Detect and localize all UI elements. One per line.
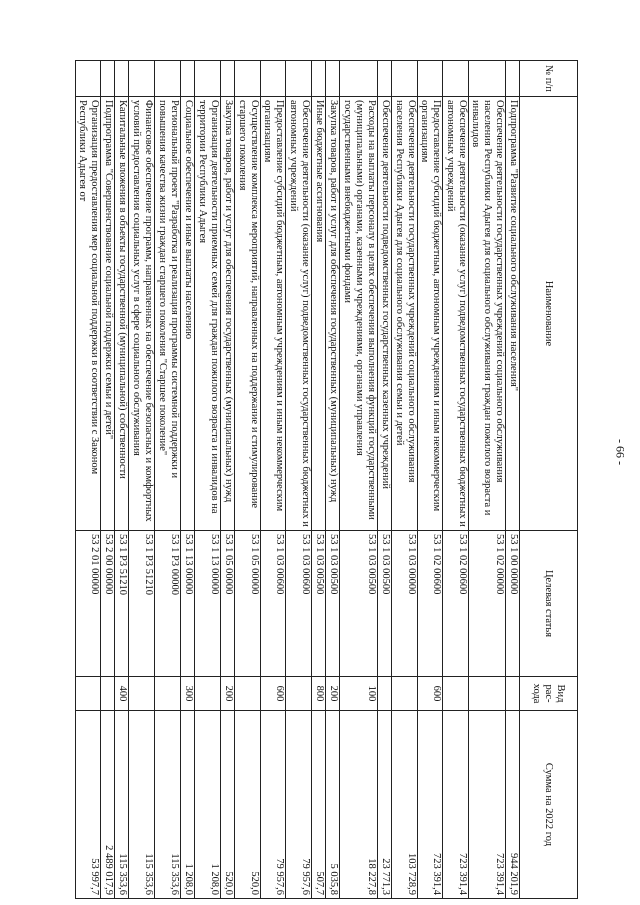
row-name: Подпрограмма "Совершенствование социальной поддержки семьи и детей"	[101, 97, 115, 531]
row-expense-type	[101, 677, 115, 711]
table-row	[469, 61, 506, 899]
table-row	[340, 61, 378, 899]
row-sum: 520,0	[235, 711, 261, 899]
budget-table	[75, 60, 578, 899]
rotated-table-container	[77, 60, 578, 898]
row-name: Обеспечение деятельности (оказание услуг) подведомственных государственных бюджетных и автономных учреждений	[443, 97, 469, 531]
row-sum: 507,7	[312, 711, 326, 899]
table-row	[221, 61, 235, 899]
table-row	[195, 61, 221, 899]
page-number: - 66 -	[613, 439, 628, 465]
table-row	[312, 61, 326, 899]
row-number	[418, 61, 443, 97]
row-name: Социальное обеспечение и иные выплаты населению	[181, 97, 195, 531]
row-sum: 723 391,4	[469, 711, 506, 899]
row-number	[326, 61, 340, 97]
row-name: Подпрограмма "Развитие социального обслуживания населения"	[506, 97, 520, 531]
table-header-row	[520, 61, 578, 899]
row-sum: 944 201,9	[506, 711, 520, 899]
row-target-article: 53 1 02 00000	[469, 531, 506, 677]
table-row	[326, 61, 340, 899]
row-name: Финансовое обеспечение программ, направленных на обеспечение безопасных и комфортных условий предоставления социальных услуг в сфере социального обслуживания	[129, 97, 155, 531]
row-number	[235, 61, 261, 97]
row-name: Капитальные вложения в объекты государственной (муниципальной) собственности	[115, 97, 129, 531]
row-target-article: 53 1 02 00600	[443, 531, 469, 677]
row-sum: 79 957,6	[261, 711, 286, 899]
row-name: Обеспечение деятельности государственных учреждений социального обслуживания населения Республики Адыгея для социального обслуживания граждан пожилого возраста и инвалидов	[469, 97, 506, 531]
row-sum: 115 353,6	[129, 711, 155, 899]
row-sum: 79 957,6	[286, 711, 312, 899]
row-name: Расходы на выплаты персоналу в целях обеспечения выполнения функций государственными (муниципальными) органами, казенными учреждениями, органами управления государственными внебюджетными фондами	[340, 97, 378, 531]
row-number	[392, 61, 418, 97]
row-sum: 520,0	[221, 711, 235, 899]
row-number	[286, 61, 312, 97]
row-target-article: 53 1 P3 00000	[155, 531, 181, 677]
row-number	[506, 61, 520, 97]
row-target-article: 53 1 03 00500	[312, 531, 326, 677]
row-number	[115, 61, 129, 97]
table-row	[235, 61, 261, 899]
row-number	[443, 61, 469, 97]
row-sum: 23 771,3	[378, 711, 392, 899]
row-target-article: 53 2 00 00000	[101, 531, 115, 677]
row-target-article: 53 1 05 00000	[221, 531, 235, 677]
row-sum: 53 997,7	[76, 711, 101, 899]
row-sum: 723 391,4	[418, 711, 443, 899]
row-target-article: 53 1 05 00000	[235, 531, 261, 677]
table-row	[378, 61, 392, 899]
row-number	[195, 61, 221, 97]
row-expense-type: 300	[181, 677, 195, 711]
row-target-article: 53 1 P3 51210	[129, 531, 155, 677]
row-expense-type	[129, 677, 155, 711]
row-expense-type: 400	[115, 677, 129, 711]
row-number	[181, 61, 195, 97]
row-number	[101, 61, 115, 97]
row-name: Обеспечение деятельности (оказание услуг) подведомственных государственных бюджетных и автономных учреждений	[286, 97, 312, 531]
row-number	[155, 61, 181, 97]
row-sum: 115 353,6	[155, 711, 181, 899]
row-expense-type	[235, 677, 261, 711]
row-target-article: 53 1 03 00000	[392, 531, 418, 677]
row-expense-type	[469, 677, 506, 711]
table-row	[506, 61, 520, 899]
row-name: Закупка товаров, работ и услуг для обеспечения государственных (муниципальных) нужд	[221, 97, 235, 531]
header-name: Наименование	[520, 97, 578, 531]
row-target-article: 53 1 02 00600	[418, 531, 443, 677]
row-number	[261, 61, 286, 97]
row-number	[340, 61, 378, 97]
table-row	[286, 61, 312, 899]
row-sum: 5 035,8	[326, 711, 340, 899]
row-name: Предоставление субсидий бюджетным, автономным учреждениям и иным некоммерческим организациям	[261, 97, 286, 531]
table-row	[155, 61, 181, 899]
row-number	[312, 61, 326, 97]
row-name: Иные бюджетные ассигнования	[312, 97, 326, 531]
row-target-article: 53 1 13 00000	[181, 531, 195, 677]
row-expense-type	[286, 677, 312, 711]
row-sum: 2 489 017,9	[101, 711, 115, 899]
row-target-article: 53 1 03 00600	[261, 531, 286, 677]
row-expense-type: 200	[326, 677, 340, 711]
row-number	[76, 61, 101, 97]
row-sum: 18 227,8	[340, 711, 378, 899]
row-name: Обеспечение деятельности государственных учреждений социального обслуживания населения Республики Адыгея для социального обслуживания семьи и детей	[392, 97, 418, 531]
row-name: Обеспечение деятельности подведомственных государственных казенных учреждений	[378, 97, 392, 531]
row-name: Осуществление комплекса мероприятий, направленных на поддержание и стимулирование старшего поколения	[235, 97, 261, 531]
header-number: № п/п	[520, 61, 578, 97]
row-target-article: 53 1 03 00500	[378, 531, 392, 677]
row-expense-type: 600	[418, 677, 443, 711]
table-row	[181, 61, 195, 899]
row-sum: 723 391,4	[443, 711, 469, 899]
row-expense-type	[195, 677, 221, 711]
table-row	[392, 61, 418, 899]
row-name: Организация деятельности приемных семей для граждан пожилого возраста и инвалидов на территории Республики Адыгея	[195, 97, 221, 531]
row-sum: 115 353,6	[115, 711, 129, 899]
row-number	[378, 61, 392, 97]
row-sum: 1 208,0	[195, 711, 221, 899]
row-target-article: 53 2 01 00000	[76, 531, 101, 677]
row-expense-type	[378, 677, 392, 711]
row-expense-type: 600	[261, 677, 286, 711]
row-target-article: 53 1 03 00500	[326, 531, 340, 677]
table-row	[101, 61, 115, 899]
row-number	[221, 61, 235, 97]
table-row	[76, 61, 101, 899]
row-expense-type	[443, 677, 469, 711]
row-name: Организация предоставления мер социальной поддержки в соответствии с Законом Республики Адыгея от	[76, 97, 101, 531]
row-target-article: 53 1 13 00000	[195, 531, 221, 677]
row-target-article: 53 1 03 00500	[340, 531, 378, 677]
row-target-article: 53 1 00 00000	[506, 531, 520, 677]
table-row	[443, 61, 469, 899]
row-name: Региональный проект "Разработка и реализация программы системной поддержки и повышения качества жизни граждан старшего поколения "Старшее поколение"	[155, 97, 181, 531]
header-target-article: Целевая статья	[520, 531, 578, 677]
table-row	[418, 61, 443, 899]
row-expense-type	[392, 677, 418, 711]
table-row	[115, 61, 129, 899]
row-expense-type	[76, 677, 101, 711]
header-expense-type: Вид рас-хода	[520, 677, 578, 711]
row-target-article: 53 1 03 00600	[286, 531, 312, 677]
row-expense-type: 800	[312, 677, 326, 711]
row-number	[129, 61, 155, 97]
row-name: Закупка товаров, работ и услуг для обеспечения государственных (муниципальных) нужд	[326, 97, 340, 531]
row-sum: 1 208,0	[181, 711, 195, 899]
row-name: Предоставление субсидий бюджетным, автономным учреждениям и иным некоммерческим организациям	[418, 97, 443, 531]
row-expense-type	[155, 677, 181, 711]
row-expense-type	[506, 677, 520, 711]
row-expense-type: 200	[221, 677, 235, 711]
table-row	[261, 61, 286, 899]
row-expense-type: 100	[340, 677, 378, 711]
row-number	[469, 61, 506, 97]
row-target-article: 53 1 P3 51210	[115, 531, 129, 677]
table-row	[129, 61, 155, 899]
row-sum: 103 728,9	[392, 711, 418, 899]
header-sum-2022: Сумма на 2022 год	[520, 711, 578, 899]
